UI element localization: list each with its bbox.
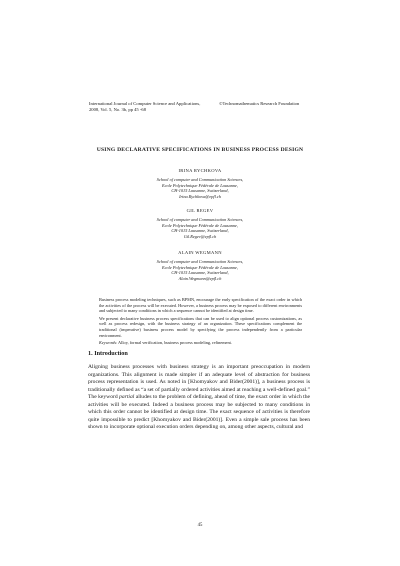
intro-emphasis: partial (119, 394, 135, 400)
author-email: Alain.Wegmann@epfl.ch (178, 275, 222, 281)
author-name: IRINA RYCHKOVA (178, 168, 222, 173)
section-heading: 1. Introduction (88, 350, 128, 357)
intro-text-part-1: Aligning business processes with business strategy is an important preoccupation in modern organizations. This alignment is made simpler if an adequate level of abstraction for business process representation is used. As noted in [Khomyakov and Bider(2001)], a business process is traditionally defined as “a set of partially ordered activities aimed at reaching a well-defined goal.” The keyword (88, 364, 310, 400)
author-affiliation (0, 177, 400, 199)
journal-info (89, 101, 200, 113)
publisher-info: ©Technomathematics Research Foundation (219, 101, 300, 106)
paper-title: USING DECLARATIVE SPECIFICATIONS IN BUSINESS PROCESS DESIGN (96, 147, 304, 153)
author-name: ALAIN WEGMANN (178, 250, 222, 255)
affiliation-line: School of computer and Communication Sciences, (156, 259, 244, 264)
keywords (99, 340, 302, 346)
author-affiliation (0, 259, 400, 281)
author-name: GIL REGEV (186, 208, 214, 213)
affiliation-line: Ecole Polytechnique Fédérale de Lausanne, (161, 222, 238, 228)
journal-line-1: International Journal of Computer Science and Applications, (89, 101, 201, 106)
author-block-2 (0, 208, 400, 239)
author-affiliation (0, 217, 400, 239)
affiliation-line: Ecole Polytechnique Fédérale de Lausanne, (161, 264, 238, 270)
introduction-text (88, 364, 310, 432)
author-email: Irina.Rychkova@epfl.ch (179, 193, 221, 199)
abstract-paragraph-1: Business process modeling techniques, such as BPMN, encourage the early specification of the exact order in which the activities of the process will be executed. However, a business process may be exposed to different environments and subjected to many conditions in which a sequence cannot be identified at design time. (99, 297, 302, 314)
author-email: Gil.Regev@epfl.ch (183, 233, 217, 239)
abstract-paragraph-2: We present declarative business process specifications that can be used to align optional process customizations, as well as process redesign, with the business strategy of an organization. These specifications complement the traditional (imperative) business process model by specifying the process independently from a particular environment. (99, 315, 302, 338)
affiliation-line: CH-1015 Lausanne, Switzerland, (171, 228, 229, 233)
author-block-3 (0, 250, 400, 281)
affiliation-line: School of computer and Communication Sciences, (156, 177, 244, 182)
affiliation-line: School of computer and Communication Sciences, (156, 217, 244, 222)
keywords-label: Keywords (99, 340, 117, 346)
affiliation-line: CH-1015 Lausanne, Switzerland, (171, 188, 229, 193)
affiliation-line: CH-1015 Lausanne, Switzerland, (171, 270, 229, 275)
page-number: 45 (197, 523, 203, 528)
keywords-list: : Alloy, formal verification, business process modeling, refinement. (116, 340, 232, 346)
journal-line-2: 2008, Vol. 5, No. 3b, pp 45 -68 (89, 107, 146, 112)
intro-text-part-2: alludes to the problem of defining, ahead of time, the exact order in which the activities will be executed. Indeed a business process may be subjected to many conditions in which this order cannot be identified at design time. The exact sequence of activities is therefore quite impossible to predict [Khomyakov and Bider(2001)]. Even a simple sale process has been shown to incorporate optional execution orders depending on, among other aspects, cultural and (88, 394, 310, 430)
affiliation-line: Ecole Polytechnique Fédérale de Lausanne, (161, 182, 238, 188)
author-block-1 (0, 168, 400, 199)
abstract (99, 297, 302, 348)
